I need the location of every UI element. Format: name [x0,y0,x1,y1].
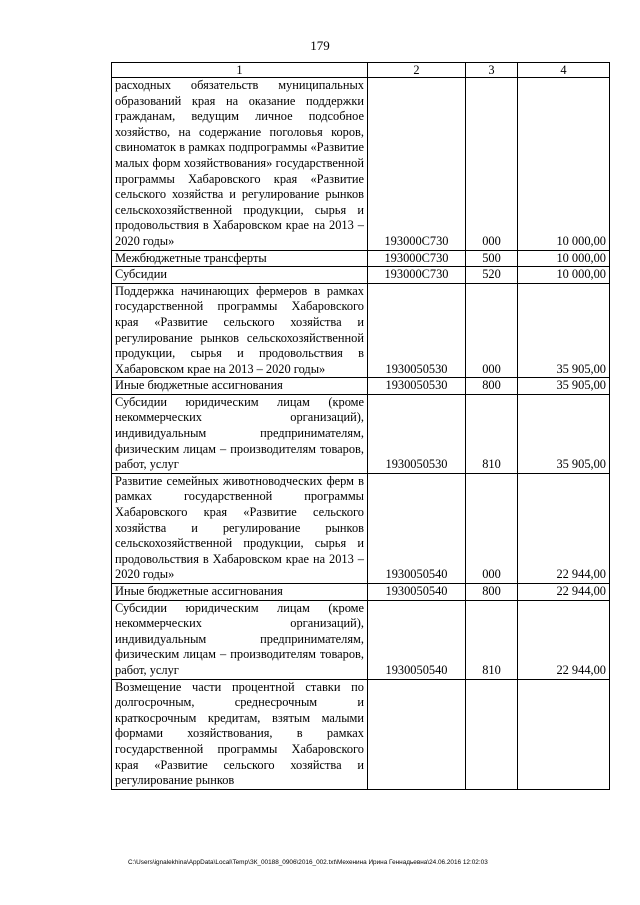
row-kind: 500 [466,250,518,267]
table-header-row [112,63,610,78]
column-header-4: 4 [518,63,610,78]
row-code: 1930050530 [368,394,466,473]
page-number: 179 [310,38,330,53]
column-header-3: 3 [466,63,518,78]
table-row [112,78,610,251]
table-row [112,600,610,679]
row-amount [518,679,610,789]
row-kind: 000 [466,283,518,378]
budget-table [111,62,610,790]
row-name: Субсидии юридическим лицам (кроме некоммерческих организаций), индивидуальным предпринимателям, физическим лицам – производителям товаров, работ, услуг [112,600,368,679]
row-amount: 35 905,00 [518,394,610,473]
row-kind: 810 [466,394,518,473]
row-kind: 520 [466,267,518,284]
row-name: расходных обязательств муниципальных образований края на оказание поддержки гражданам, ведущим личное подсобное хозяйство, на содержание поголовья коров, свиноматок в рамках подпрограммы «Развитие малых форм хозяйствования» государственной программы Хабаровского края «Развитие сельского хозяйства и регулирование рынков сельскохозяйственной продукции, сырья и продовольствия в Хабаровском крае на 2013 – 2020 годы» [112,78,368,251]
row-kind: 000 [466,473,518,583]
row-code: 193000С730 [368,250,466,267]
row-name: Возмещение части процентной ставки по долгосрочным, среднесрочным и краткосрочным кредитам, взятым малыми формами хозяйствования, в рамках государственной программы Хабаровского края «Развитие сельского хозяйства и регулирование рынков [112,679,368,789]
row-name: Поддержка начинающих фермеров в рамках государственной программы Хабаровского края «Развитие сельского хозяйства и регулирование рынков сельскохозяйственной продукции, сырья и продовольствия в Хабаровском крае на 2013 – 2020 годы» [112,283,368,378]
row-code: 1930050540 [368,473,466,583]
table-row [112,679,610,789]
row-code: 1930050540 [368,600,466,679]
row-name: Развитие семейных животноводческих ферм в рамках государственной программы Хабаровского края «Развитие сельского хозяйства и регулирование рынков сельскохозяйственной продукции, сырья и продовольствия в Хабаровском крае на 2013 – 2020 годы» [112,473,368,583]
file-path-footer: C:\Users\ignalekhina\AppData\Local\Temp\ЗК_00188_0906\2016_002.txt\Мехенина Ирина Геннадьевна\24.06.2016 12:02:03 [128,859,488,866]
row-amount: 10 000,00 [518,78,610,251]
row-kind [466,679,518,789]
row-amount: 35 905,00 [518,283,610,378]
row-amount: 10 000,00 [518,250,610,267]
column-header-2: 2 [368,63,466,78]
table-row [112,283,610,378]
table-row [112,473,610,583]
row-amount: 22 944,00 [518,584,610,601]
row-name: Субсидии юридическим лицам (кроме некоммерческих организаций), индивидуальным предпринимателям, физическим лицам – производителям товаров, работ, услуг [112,394,368,473]
table-row [112,250,610,267]
row-kind: 800 [466,378,518,395]
row-kind: 800 [466,584,518,601]
row-name: Межбюджетные трансферты [112,250,368,267]
table-row [112,584,610,601]
row-amount: 10 000,00 [518,267,610,284]
row-code: 193000С730 [368,267,466,284]
row-name: Субсидии [112,267,368,284]
row-code: 193000С730 [368,78,466,251]
row-code: 1930050530 [368,378,466,395]
column-header-1: 1 [112,63,368,78]
table-row [112,267,610,284]
row-code: 1930050530 [368,283,466,378]
row-amount: 35 905,00 [518,378,610,395]
row-amount: 22 944,00 [518,473,610,583]
row-name: Иные бюджетные ассигнования [112,584,368,601]
row-kind: 000 [466,78,518,251]
row-code: 1930050540 [368,584,466,601]
table-row [112,378,610,395]
row-name: Иные бюджетные ассигнования [112,378,368,395]
table-row [112,394,610,473]
row-kind: 810 [466,600,518,679]
row-amount: 22 944,00 [518,600,610,679]
row-code [368,679,466,789]
